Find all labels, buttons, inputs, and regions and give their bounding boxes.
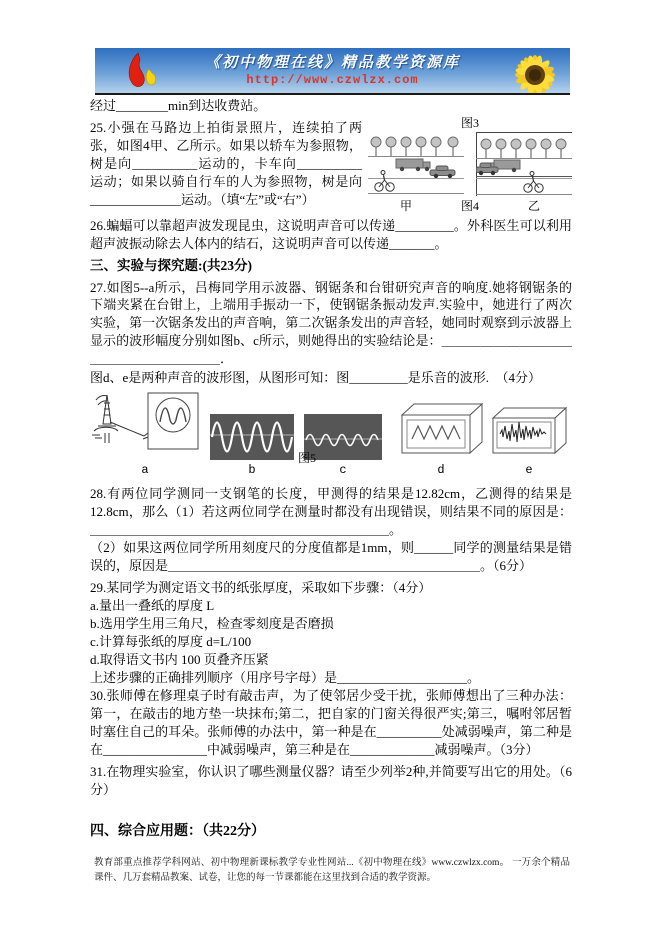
figure-5-block (90, 391, 572, 478)
figure-d-item (398, 401, 484, 478)
waveform-noise-box (490, 405, 568, 455)
street-scene-jia (368, 132, 464, 196)
figure-e-label: e (525, 463, 533, 478)
question-29-intro: 29.某同学为测定语文书的纸张厚度，采取如下步骤：（4分） (90, 580, 432, 596)
question-29-outro: 上述步骤的正确排列顺序（用序号字母）是____________________。 (90, 670, 481, 686)
figure-a-label: a (141, 463, 149, 478)
waveform-musical-box (398, 401, 484, 455)
banner-text-block (95, 51, 570, 87)
paper-content (90, 97, 572, 803)
street-scene-yi (476, 132, 572, 196)
question-28-line2: （2）如果这两位同学所用刻度尺的分度值都是1mm，则______同学的测量结果是错误的，原因是＿＿＿＿＿＿＿＿＿＿＿＿＿＿＿＿＿＿＿＿＿＿＿＿。（6分） (90, 540, 572, 574)
section-4-heading: 四、综合应用题：（共22分） (90, 824, 265, 839)
question-26-text: 26.蝙蝠可以靠超声波发现昆虫，这说明声音可以传递_________。外科医生可以利用超声波振动除去人体内的结石，这说明声音可以传递_______。 (90, 218, 572, 251)
figure-b-item (210, 414, 294, 479)
site-footer-text: 教育部重点推荐学科网站、初中物理新课标教学专业性网站...《初中物理在线》www.czwlzx.com。 一万余个精品课件、几万套精品教案、试卷，让您的每一节课都能在这里找到合适的教学资源。 (94, 858, 570, 883)
question-29 (90, 579, 572, 687)
figure-c-item (304, 414, 382, 479)
oscilloscope-sketch (90, 391, 200, 455)
question-27-text: 27.如图5--a所示，吕梅同学用示波器、钢锯条和台钳研究声音的响度.她将钢锯条的下端夹紧在台钳上，上端用手振动一下，使钢锯条振动发声.实验中，她进行了两次实验，第一次锯条发出的声音响，第二次锯条发出的声音轻，她同时观察到示波器上显示的波形幅度分别如图b、c所示，则她得出的实验结论是：＿＿＿＿＿＿＿＿＿＿＿＿＿＿＿＿＿＿＿＿． (90, 279, 572, 367)
question-31-text: 31.在物理实验室，你认识了哪些测量仪器？请至少列举2种,并简要写出它的用处。（6分） (90, 763, 572, 797)
banner-url[interactable]: http://www.czwlzx.com (246, 73, 419, 87)
section-3-heading: 三、实验与探究题:(共23分) (90, 257, 252, 273)
question-28-line1: 28.有两位同学测同一支钢笔的长度，甲测得的结果是12.82cm，乙测得的结果是12.8cm，那么（1）若这两位同学在测量时都没有出现错误，则结果不同的原因是：＿＿＿＿＿＿＿＿＿＿＿＿＿＿＿＿＿＿＿＿＿＿＿。 (90, 485, 572, 537)
figure-a-item (90, 391, 200, 478)
figure-b-label: b (248, 463, 256, 478)
figure-e-item (490, 405, 568, 478)
question-30-text: 30.张师傅在修理桌子时有敲击声，为了使邻居少受干扰，张师傅想出了三种办法：第一，在敲击的地方垫一块抹布;第二，把自家的门窗关得很严实;第三，嘱咐邻居暂时塞住自己的耳朵。张师傅的办法中，第一种是在__________处减弱噪声，第二种是在________________中减弱噪声，第三种是在_____________减弱噪声。（3分） (90, 687, 572, 757)
site-banner (95, 48, 570, 95)
question-29-step-d: d.取得语文书内 100 页叠齐压紧 (90, 652, 269, 668)
question-29-step-a: a.量出一叠纸的厚度 L (90, 598, 215, 614)
label-jia: 甲 (399, 199, 412, 214)
figure-5-caption: 图5 (298, 451, 317, 466)
question-29-step-c: c.计算每张纸的厚度 d=L/100 (90, 634, 252, 650)
figure-c-label: c (339, 463, 347, 478)
street-scenes (368, 132, 572, 196)
banner-title: 《初中物理在线》精品教学资源库 (204, 55, 460, 71)
figure-4-labels (368, 198, 572, 215)
question-29-step-b: b.选用学生用三角尺，检查零刻度是否磨损 (90, 616, 334, 632)
lead-line: 经过________min到达收费站。 (90, 98, 267, 113)
figure-d-label: d (437, 463, 445, 478)
figure-4-caption: 图4 (460, 199, 479, 214)
label-yi: 乙 (527, 199, 540, 214)
sunflower-icon (502, 48, 568, 95)
figure-4-block (368, 115, 572, 215)
figure-3-caption: 图3 (460, 115, 479, 130)
question-25 (90, 115, 572, 217)
waveform-loud (210, 414, 294, 460)
question-27-line2: 图d、e是两种声音的波形图，从图形可知：图_________是乐音的波形. （4分） (90, 370, 542, 386)
question-25-text: 25.小强在马路边上拍街景照片，连续拍了两张，如图4甲、乙所示。如果以轿车为参照物，树是向__________运动的，卡车向__________运动；如果以骑自行车的人为参照物，树是向______________运动。（填“左”或“右”） (90, 119, 362, 207)
